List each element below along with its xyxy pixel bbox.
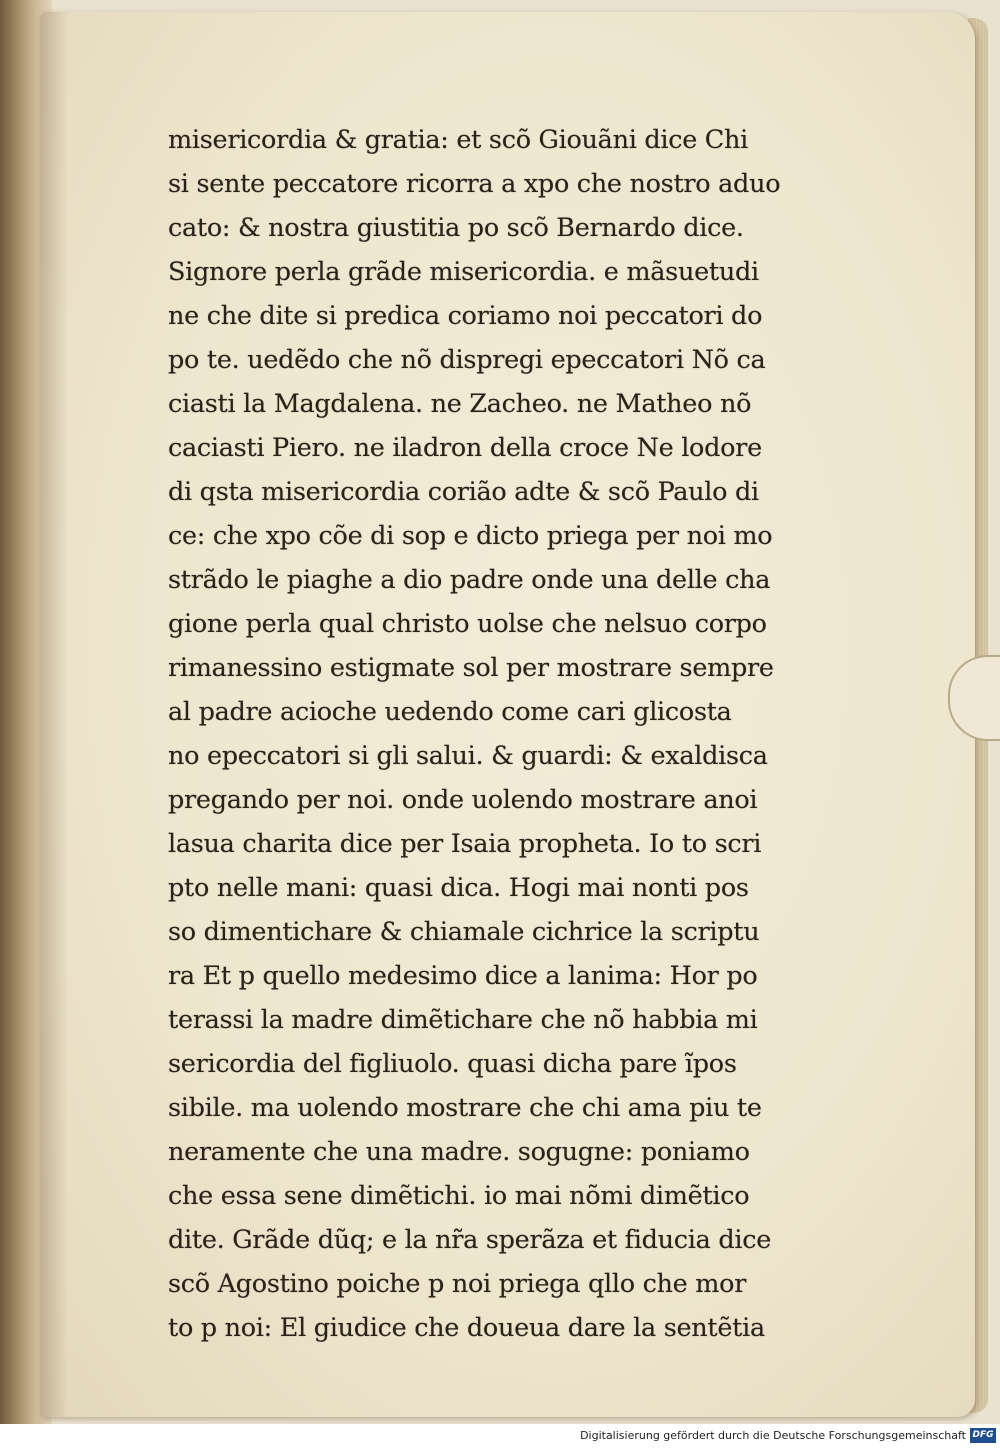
text-line: strãdo le piaghe a dio padre onde una delle cha [168,565,771,595]
text-line: caciasti Piero. ne iladron della croce Ne lodore [168,433,762,463]
funding-credit: Digitalisierung gefördert durch die Deutsche Forschungsgemeinschaft [580,1429,966,1442]
page-text-block [168,118,788,1350]
text-line: to p noi: El giudice che doueua dare la sentẽtia [168,1313,765,1343]
text-line: sibile. ma uolendo mostrare che chi ama piu te [168,1093,762,1123]
text-line: no epeccatori si gli salui. & guardi: & exaldisca [168,741,768,771]
text-line: rimanessino estigmate sol per mostrare sempre [168,653,774,683]
text-line: scõ Agostino poiche p noi priega qllo che mor [168,1269,747,1299]
text-line: so dimentichare & chiamale cichrice la scriptu [168,917,760,947]
footer-bar [0,1424,1000,1448]
text-line: al padre acioche uedendo come cari glicosta [168,697,732,727]
text-line: ne che dite si predica coriamo noi peccatori do [168,301,763,331]
text-line: terassi la madre dimẽtichare che nõ habbia mi [168,1005,758,1035]
text-line: po te. uedẽdo che nõ dispregi epeccatori Nõ ca [168,345,766,375]
text-line: ce: che xpo cõe di sop e dicto priega per noi mo [168,521,773,551]
text-line: pto nelle mani: quasi dica. Hogi mai nonti pos [168,873,749,903]
text-line: gione perla qual christo uolse che nelsuo corpo [168,609,767,639]
text-line: Signore perla grãde misericordia. e mãsuetudi [168,257,759,287]
text-line: cato: & nostra giustitia po scõ Bernardo dice. [168,213,744,243]
page-gutter-shadow [40,12,68,1417]
text-line: sericordia del figliuolo. quasi dicha pare ĩpos [168,1049,737,1079]
text-line: ciasti la Magdalena. ne Zacheo. ne Matheo nõ [168,389,752,419]
text-line: che essa sene dimẽtichi. io mai nõmi dimẽtico [168,1181,750,1211]
text-line: neramente che una madre. sogugne: poniamo [168,1137,750,1167]
dfg-logo: DFG [970,1428,996,1443]
text-line: si sente peccatore ricorra a xpo che nostro aduo [168,169,781,199]
text-line: misericordia & gratia: et scõ Giouãni dice Chi [168,125,748,155]
text-line: dite. Grãde dũq; e la nr̃a sperãza et fiducia dice [168,1225,771,1255]
text-line: ra Et p quello medesimo dice a lanima: Hor po [168,961,758,991]
text-line: di qsta misericordia corião adte & scõ Paulo di [168,477,759,507]
text-line: pregando per noi. onde uolendo mostrare anoi [168,785,758,815]
text-line: lasua charita dice per Isaia propheta. Io to scri [168,829,762,859]
